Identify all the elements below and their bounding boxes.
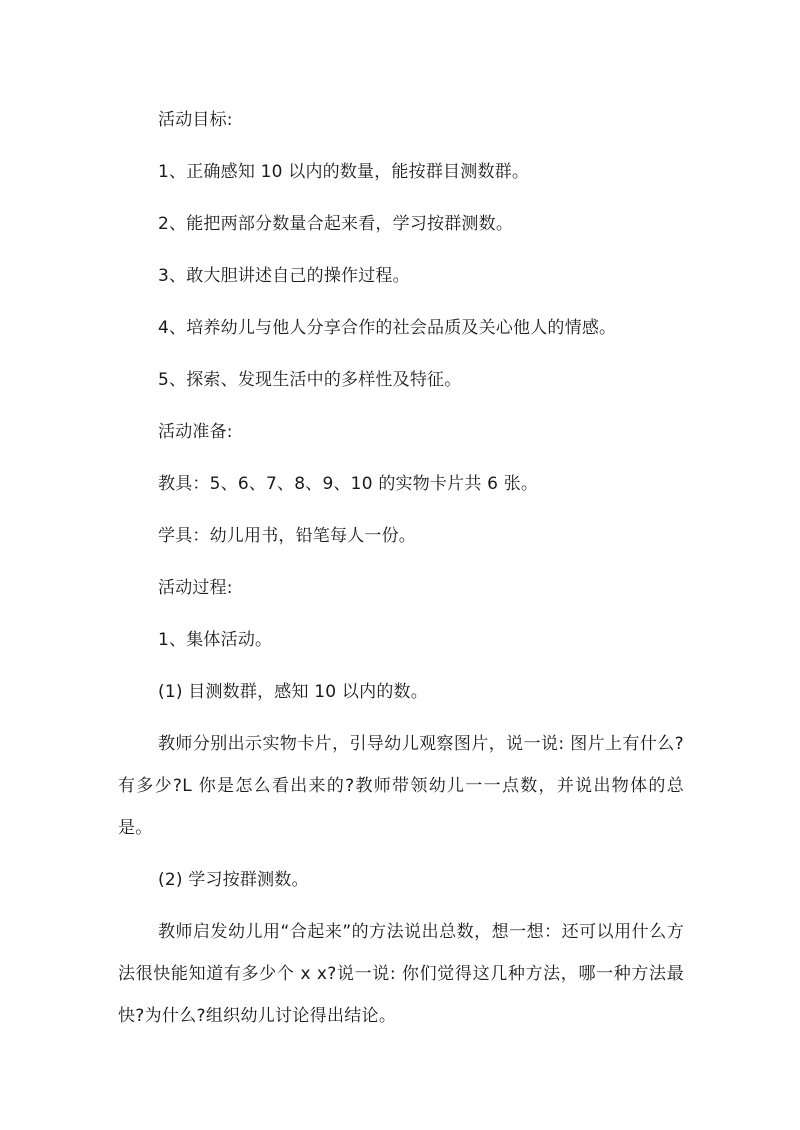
goals-heading: 活动目标: — [158, 110, 233, 130]
process-heading: 活动过程: — [158, 578, 233, 598]
paragraph-observe-cards: 教师分别出示实物卡片，引导幼儿观察图片，说一说: 图片上有什么?有多少?L 你是怎么看出来的?教师带领幼儿一一点数，并说出物体的总是。 — [118, 734, 684, 838]
goal-item-5: 5、探索、发现生活中的多样性及特征。 — [158, 370, 462, 390]
goal-item-1: 1、正确感知 10 以内的数量，能按群目测数群。 — [158, 162, 530, 182]
step-1-sub-1: (1) 目测数群，感知 10 以内的数。 — [158, 682, 428, 702]
step-1-sub-2: (2) 学习按群测数。 — [158, 870, 309, 890]
goal-item-3: 3、敢大胆讲述自己的操作过程。 — [158, 266, 410, 286]
goal-item-2: 2、能把两部分数量合起来看，学习按群测数。 — [158, 214, 514, 234]
step-1-heading: 1、集体活动。 — [158, 630, 273, 650]
learning-aids-line: 学具：幼儿用书，铅笔每人一份。 — [158, 526, 416, 546]
paragraph-combine-method: 教师启发幼儿用“合起来”的方法说出总数，想一想：还可以用什么方法很快能知道有多少个 x x?说一说: 你们觉得这几种方法，哪一种方法最快?为什么?组织幼儿讨论得出结论。 — [118, 922, 684, 1026]
teaching-aids-line: 教具：5、6、7、8、9、10 的实物卡片共 6 张。 — [158, 474, 539, 494]
prep-heading: 活动准备: — [158, 422, 233, 442]
goal-item-4: 4、培养幼儿与他人分享合作的社会品质及关心他人的情感。 — [158, 318, 617, 338]
